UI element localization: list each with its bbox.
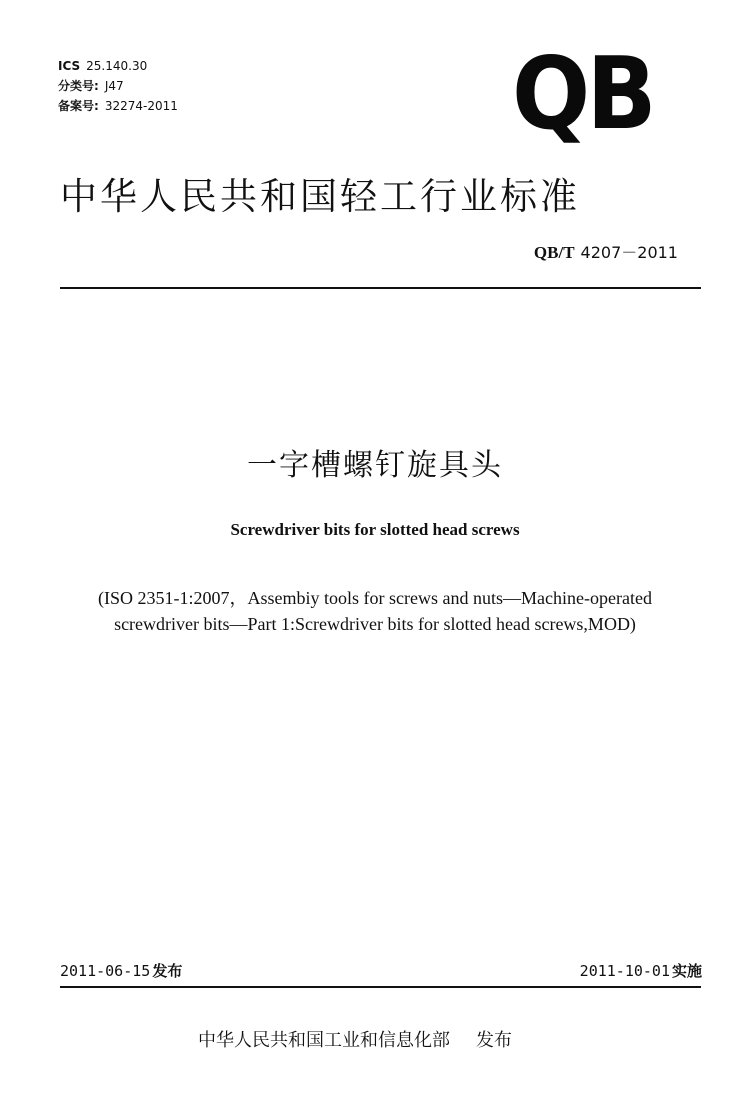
classification-block	[58, 56, 178, 116]
implementation-word: 实施	[671, 962, 702, 980]
bottom-divider	[60, 986, 701, 988]
standard-number-prefix: QB/T	[533, 243, 575, 262]
class-line	[58, 76, 178, 96]
iso-reference-line-2: screwdriver bits—Part 1:Screwdriver bits for slotted head screws,MOD)	[114, 614, 636, 634]
issue-word: 发布	[152, 962, 183, 980]
publisher-block	[198, 1026, 512, 1052]
record-value: 32274-2011	[104, 99, 178, 113]
ics-label: ICS	[58, 59, 81, 73]
document-title-en: Screwdriver bits for slotted head screws	[230, 520, 520, 539]
class-label: 分类号:	[58, 79, 99, 93]
standard-title: 中华人民共和国轻工行业标准	[60, 175, 580, 218]
standard-number	[534, 240, 678, 263]
iso-reference-line-1: (ISO 2351-1:2007，Assembiy tools for screws and nuts—Machine-operated	[98, 588, 652, 608]
record-line	[58, 96, 178, 116]
implementation-date: 2011-10-01	[579, 962, 670, 980]
publisher-name: 中华人民共和国工业和信息化部	[198, 1030, 450, 1051]
ics-value: 25.140.30	[86, 59, 148, 73]
ics-line	[58, 56, 178, 76]
record-label: 备案号:	[58, 99, 99, 113]
implementation-date-block	[580, 960, 702, 981]
class-value: J47	[104, 79, 124, 93]
iso-reference	[40, 585, 710, 637]
publisher-word: 发布	[476, 1030, 512, 1051]
issue-date-block	[60, 960, 182, 981]
qb-logo: QB	[512, 35, 653, 152]
top-divider	[60, 287, 701, 289]
document-title-cn: 一字槽螺钉旋具头	[247, 448, 503, 483]
issue-date: 2011-06-15	[60, 962, 151, 980]
standard-number-value: 4207－2011	[580, 243, 678, 262]
